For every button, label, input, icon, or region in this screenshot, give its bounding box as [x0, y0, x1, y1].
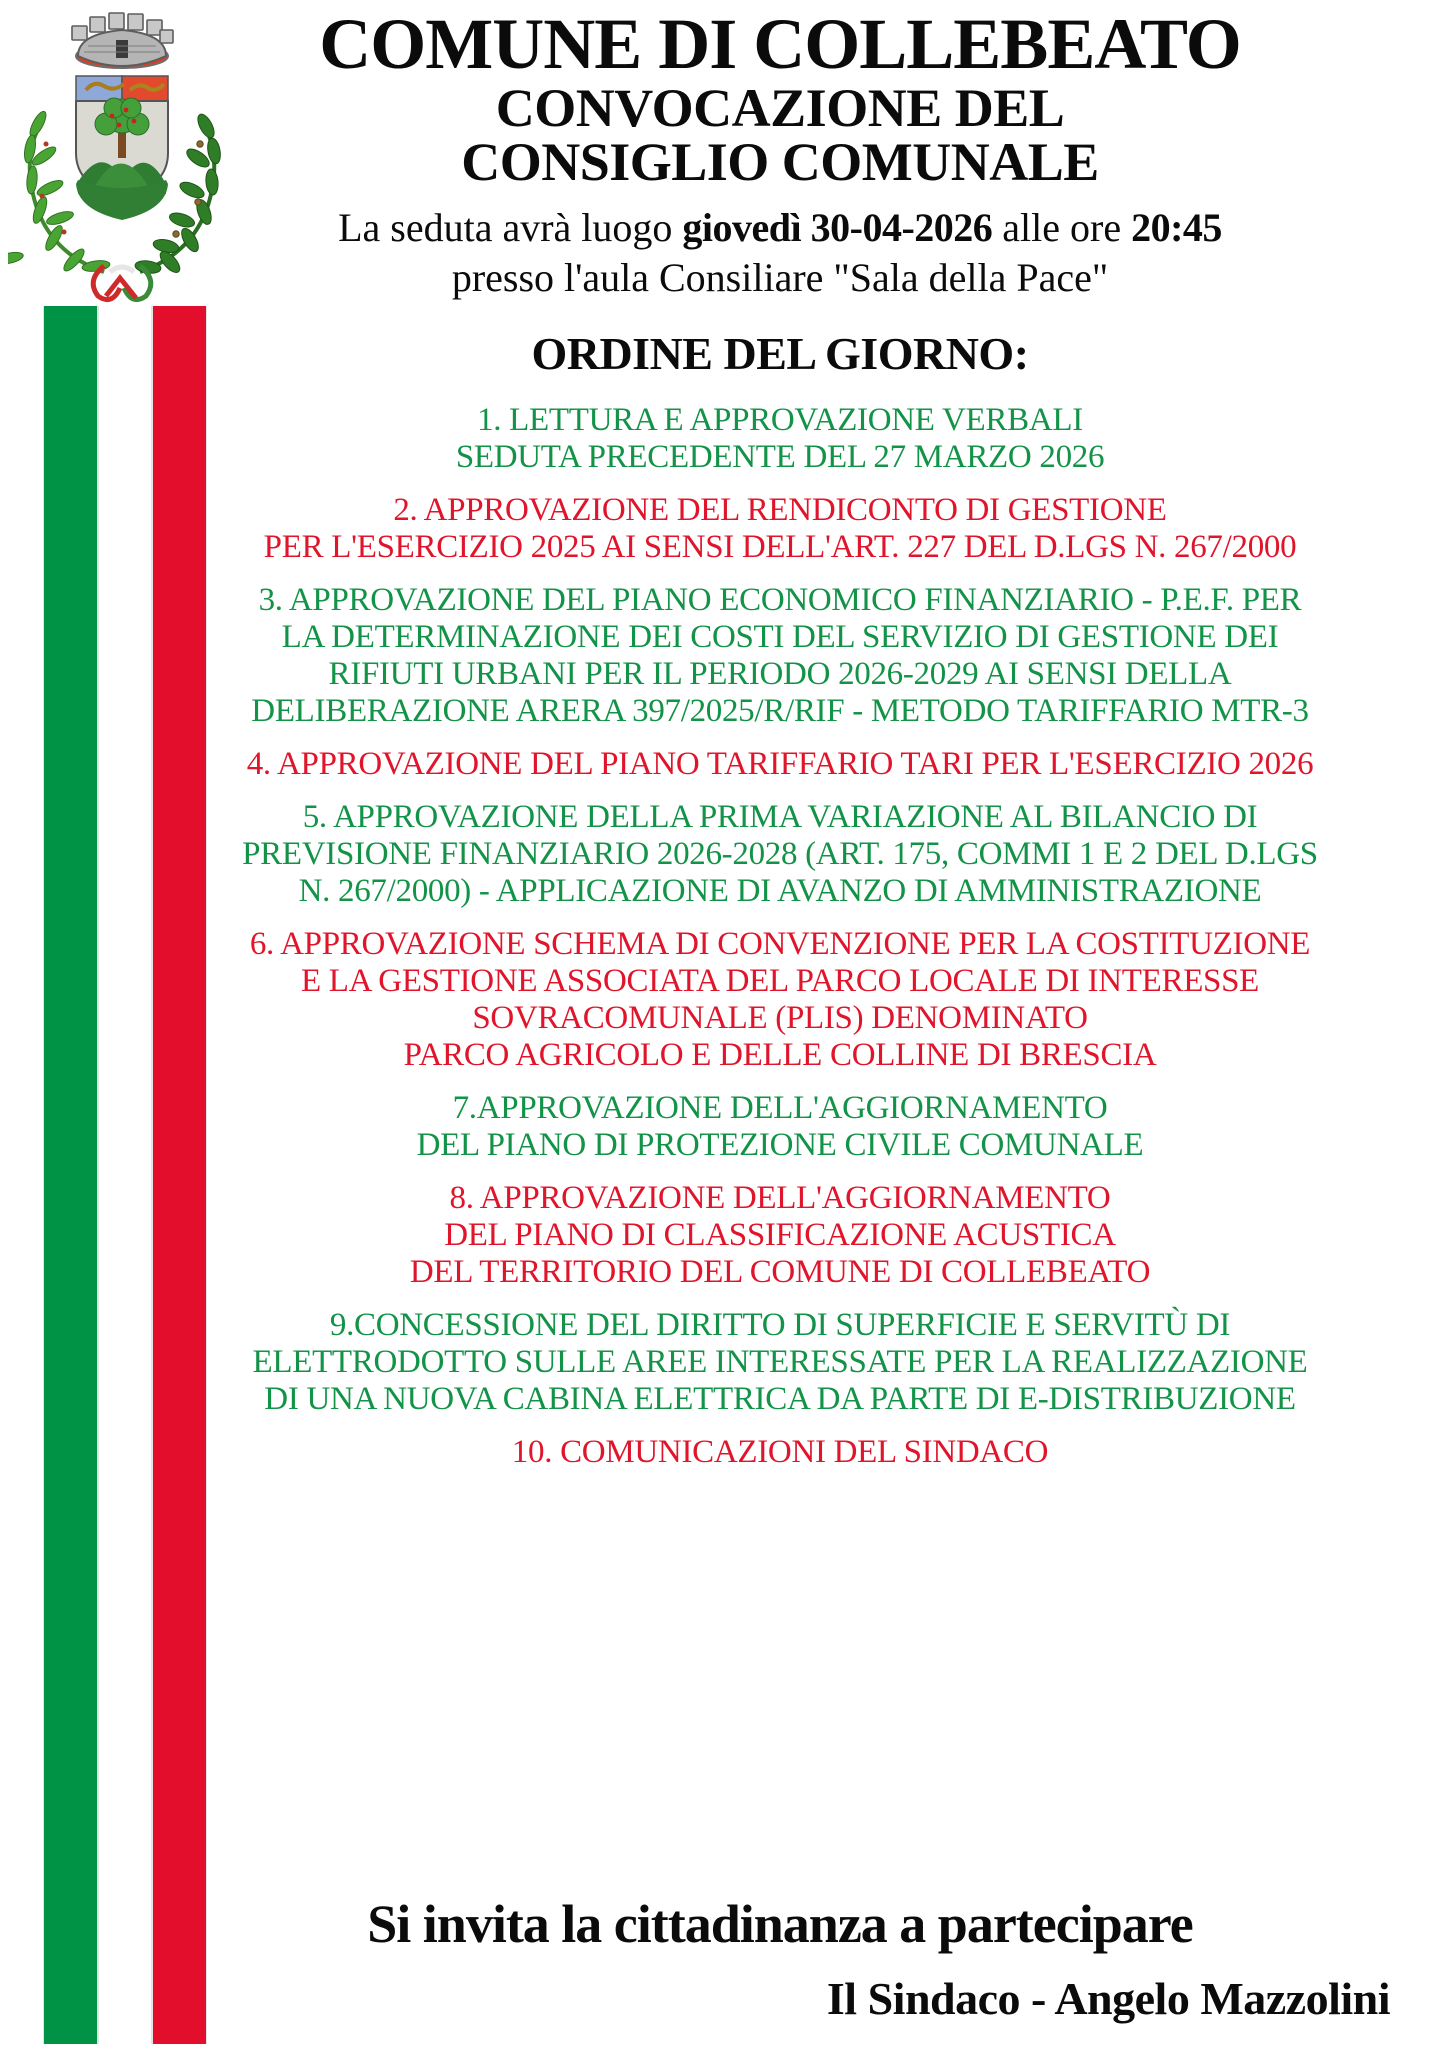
session-info: [170, 203, 1390, 303]
session-info-line2: presso l'aula Consiliare "Sala della Pace": [451, 255, 1109, 301]
agenda-item: 3. APPROVAZIONE DEL PIANO ECONOMICO FINANZIARIO - P.E.F. PER LA DETERMINAZIONE DEI COSTI DEL SERVIZIO DI GESTIONE DEI RIFIUTI URBANI PER IL PERIODO 2026-2029 AI SENSI DELLA DELIBERAZIONE ARERA 397/2025/R/RIF - METODO TARIFFARIO MTR-3: [251, 582, 1309, 730]
agenda-item: 7.APPROVAZIONE DELL'AGGIORNAMENTO DEL PIANO DI PROTEZIONE CIVILE COMUNALE: [416, 1090, 1144, 1164]
agenda-item: 8. APPROVAZIONE DELL'AGGIORNAMENTO DEL PIANO DI CLASSIFICAZIONE ACUSTICA DEL TERRITORIO DEL COMUNE DI COLLEBEATO: [409, 1180, 1151, 1291]
agenda-item: 9.CONCESSIONE DEL DIRITTO DI SUPERFICIE E SERVITÙ DI ELETTRODOTTO SULLE AREE INTERESSATE PER LA REALIZZAZIONE DI UNA NUOVA CABINA ELETTRICA DA PARTE DI E-DISTRIBUZIONE: [252, 1307, 1308, 1418]
session-time: 20:45: [1131, 205, 1222, 251]
subtitle-line2: CONSIGLIO COMUNALE: [461, 132, 1099, 193]
agenda-item: 1. LETTURA E APPROVAZIONE VERBALI SEDUTA PRECEDENTE DEL 27 MARZO 2026: [455, 402, 1105, 476]
page-title: COMUNE DI COLLEBEATO: [319, 4, 1241, 84]
ribbon-bow-icon: [93, 266, 151, 300]
agenda-heading: ORDINE DEL GIORNO:: [531, 328, 1029, 380]
mayor-signature: Il Sindaco - Angelo Mazzolini: [826, 1973, 1390, 2024]
agenda-item: 4. APPROVAZIONE DEL PIANO TARIFFARIO TARI PER L'ESERCIZIO 2026: [246, 746, 1314, 783]
shield-icon: [76, 76, 168, 220]
flag-stripe-green: [43, 306, 98, 2044]
agenda-item: 10. COMUNICAZIONI DEL SINDACO: [511, 1434, 1049, 1471]
session-date: giovedì 30-04-2026: [682, 205, 993, 251]
agenda-item: 2. APPROVAZIONE DEL RENDICONTO DI GESTIONE PER L'ESERCIZIO 2025 AI SENSI DELL'ART. 227 DEL D.LGS N. 267/2000: [263, 492, 1297, 566]
agenda-list: [170, 402, 1390, 1471]
invitation-text: Si invita la cittadinanza a partecipare: [367, 1894, 1193, 1954]
flag-stripe-white: [98, 306, 153, 2044]
subtitle-line1: CONVOCAZIONE DEL: [495, 78, 1065, 139]
session-info-line1: La seduta avrà luogo giovedì 30-04-2026 alle ore 20:45: [338, 205, 1222, 251]
mural-crown-icon: [72, 13, 173, 68]
agenda-item: 5. APPROVAZIONE DELLA PRIMA VARIAZIONE AL BILANCIO DI PREVISIONE FINANZIARIO 2026-2028 (ART. 175, COMMI 1 E 2 DEL D.LGS N. 267/2000) - APPLICAZIONE DI AVANZO DI AMMINISTRAZIONE: [242, 799, 1318, 910]
main-content: [170, 0, 1390, 1487]
agenda-item: 6. APPROVAZIONE SCHEMA DI CONVENZIONE PER LA COSTITUZIONE E LA GESTIONE ASSOCIATA DEL PARCO LOCALE DI INTERESSE SOVRACOMUNALE (PLIS) DENOMINATO PARCO AGRICOLO E DELLE COLLINE DI BRESCIA: [249, 926, 1311, 1074]
